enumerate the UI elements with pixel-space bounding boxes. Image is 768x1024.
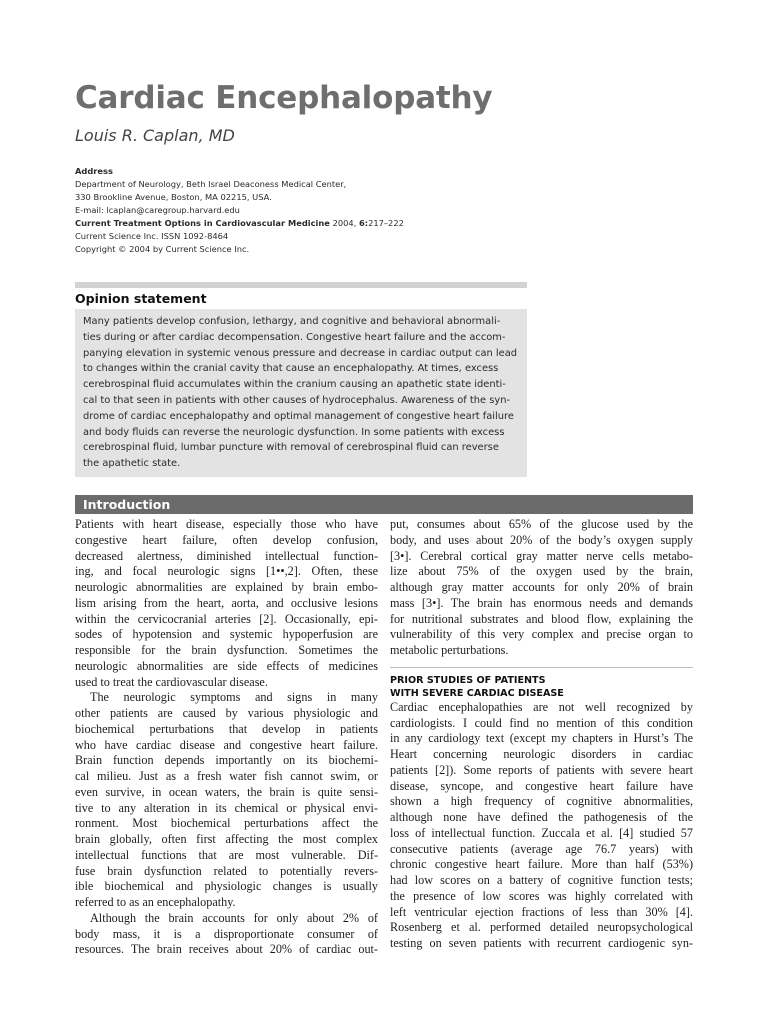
subsection-heading: WITH SEVERE CARDIAC DISEASE [390, 687, 564, 699]
text-line: although gray matter accounts for only 20% of brain [390, 580, 693, 594]
text-line: used to treat the cardiovascular disease. [75, 674, 268, 689]
text-line: patients [2]). Some reports of patients with severe heart [390, 762, 693, 777]
text-line: Heart concerning neurologic disorders in cardiac [390, 747, 693, 761]
opinion-line: cerebrospinal fluid accumulates within the cranium causing an apathetic state identi- [83, 379, 506, 391]
opinion-line: ties during or after cardiac decompensation. Congestive heart failure and the accom- [83, 331, 506, 343]
text-line: Rosenberg et al. performed detailed neuropsychological [390, 920, 693, 935]
text-line: intellectual functions that are most vulnerable. Dif- [75, 847, 378, 862]
text-line: within the cervicocranial arteries [2]. Occasionally, epi- [75, 611, 378, 626]
opinion-line: cerebrospinal fluid, lumbar puncture with removal of cerebrospinal fluid can reverse [83, 442, 499, 454]
text-line: cal milieu. Just as a fresh water fish cannot swim, or [75, 769, 378, 783]
text-line: ing, and focal neurologic signs [1••,2]. Often, these [75, 564, 378, 579]
text-line: lize about 75% of the oxygen used by the brain, [390, 564, 693, 579]
text-line: testing on seven patients with recurrent cardiogenic syn- [390, 936, 693, 950]
opinion-heading: Opinion statement [75, 291, 207, 306]
opinion-line: cal to that seen in patients with other causes of hydrocephalus. Awareness of the syn- [83, 394, 511, 406]
journal-volume: 6: [358, 218, 369, 228]
text-line: Patients with heart disease, especially those who have [75, 517, 378, 531]
address-line: Department of Neurology, Beth Israel Deaconess Medical Center, [75, 179, 347, 189]
email-line[interactable]: E-mail: lcaplan@caregroup.harvard.edu [75, 205, 240, 215]
article-title: Cardiac Encephalopathy [75, 80, 493, 116]
text-line: body mass, it is a disproportionate consumer of [75, 926, 378, 941]
opinion-top-rule [75, 282, 527, 288]
text-line: Cardiac encephalopathies are not well recognized by [390, 699, 693, 714]
text-line: sodes of hypotension and systemic hypoperfusion are [75, 627, 378, 642]
address-block [75, 165, 555, 256]
text-line: disease, syncope, and congestive heart failure have [390, 778, 693, 793]
text-line: vulnerability of this very complex and precise organ to [390, 627, 693, 642]
address-label: Address [75, 166, 113, 176]
text-line: although none have defined the pathogenesis of the [390, 810, 693, 824]
text-line: brain globally, often first affecting the most complex [75, 832, 378, 846]
introduction-heading: Introduction [83, 497, 171, 512]
text-line: lism arising from the heart, aorta, and occlusive lesions [75, 595, 378, 610]
journal-name: Current Treatment Options in Cardiovascular Medicine [75, 218, 330, 228]
opinion-line: the apathetic state. [83, 458, 181, 470]
opinion-line: drome of cardiac encephalopathy and optimal management of congestive heart failure [83, 410, 514, 422]
address-line: 330 Brookline Avenue, Boston, MA 02215, USA. [75, 192, 272, 202]
text-line: congestive heart failure, often develop confusion, [75, 532, 378, 547]
text-line: consecutive patients (average age 76.7 years) with [390, 841, 693, 856]
text-line: Although the brain accounts for only about 2% of [90, 910, 378, 925]
text-line: resources. The brain receives about 20% of cardiac out- [75, 942, 378, 957]
opinion-line: and body fluids can reverse the neurologic dysfunction. In some patients with excess [83, 426, 505, 438]
opinion-line: Many patients develop confusion, lethargy, and cognitive and behavioral abnormali- [83, 316, 501, 327]
journal-year: 2004, [329, 218, 359, 228]
introduction-heading-bar [75, 495, 693, 514]
text-line: neurologic abnormalities are explained by brain embo- [75, 580, 378, 594]
text-line: put, consumes about 65% of the glucose used by the [390, 517, 693, 531]
section-divider [390, 667, 693, 668]
copyright-line: Copyright © 2004 by Current Science Inc. [75, 244, 250, 254]
subsection-heading: PRIOR STUDIES OF PATIENTS [390, 674, 546, 686]
text-line: [3•]. Cerebral cortical gray matter nerve cells metabo- [390, 548, 693, 563]
text-line: for nutritional substrates and blood flow, explaining the [390, 611, 693, 626]
right-text-column [390, 517, 693, 952]
publisher-line: Current Science Inc. ISSN 1092-8464 [75, 231, 229, 241]
left-text-column [75, 517, 378, 958]
text-line: biochemical perturbations that develop in patients [75, 721, 378, 736]
text-line: had low scores on a battery of cognitive function tests; [390, 873, 693, 887]
text-line: neurologic abnormalities are side effects of medicines [75, 658, 378, 673]
text-line: other patients are caused by various physiologic and [75, 706, 378, 720]
text-line: even survive, in ocean waters, the brain is quite sensi- [75, 784, 378, 799]
journal-pages: 217–222 [368, 218, 404, 228]
text-line: metabolic perturbations. [390, 643, 509, 657]
text-line: The neurologic symptoms and signs in many [90, 690, 378, 705]
text-line: who have cardiac disease and congestive heart failure. [75, 737, 378, 752]
citation-line [75, 217, 555, 230]
opinion-line: panying elevation in systemic venous pressure and decrease in cardiac output can lead [83, 347, 518, 359]
author-name: Louis R. Caplan, MD [75, 126, 235, 145]
text-line: body, and uses about 20% of the body’s oxygen supply [390, 532, 693, 547]
text-line: in any cardiology text (except my chapters in Hurst’s The [390, 731, 693, 746]
text-line: mass [3•]. The brain has enormous needs and demands [390, 595, 693, 610]
text-line: the presence of low scores was highly correlated with [390, 888, 693, 903]
text-line: decreased alertness, diminished intellectual function- [75, 548, 378, 563]
text-line: ronment. Most biochemical perturbations affect the [75, 816, 378, 831]
text-line: responsible for the brain dysfunction. Sometimes the [75, 643, 378, 657]
text-line: referred to as an encephalopathy. [75, 895, 236, 909]
text-line: fuse brain dysfunction related to potentially revers- [75, 863, 378, 878]
opinion-statement-box [75, 309, 527, 477]
text-line: cardiologists. I could find no mention of this condition [390, 715, 693, 730]
text-line: shown a high frequency of cognitive abnormalities, [390, 794, 693, 809]
opinion-line: to changes within the cranial cavity that cause an encephalopathy. At times, excess [83, 363, 499, 375]
text-line: left ventricular ejection fractions of less than 30% [4]. [390, 904, 693, 919]
text-line: tive to any alteration in its chemical or physical envi- [75, 800, 378, 815]
text-line: loss of intellectual function. Zuccala et al. [4] studied 57 [390, 825, 693, 840]
text-line: Brain function depends importantly on its biochemi- [75, 753, 378, 768]
text-line: chronic congestive heart failure. More than half (53%) [390, 857, 693, 872]
text-line: ible biochemical and physiologic changes is usually [75, 879, 378, 894]
